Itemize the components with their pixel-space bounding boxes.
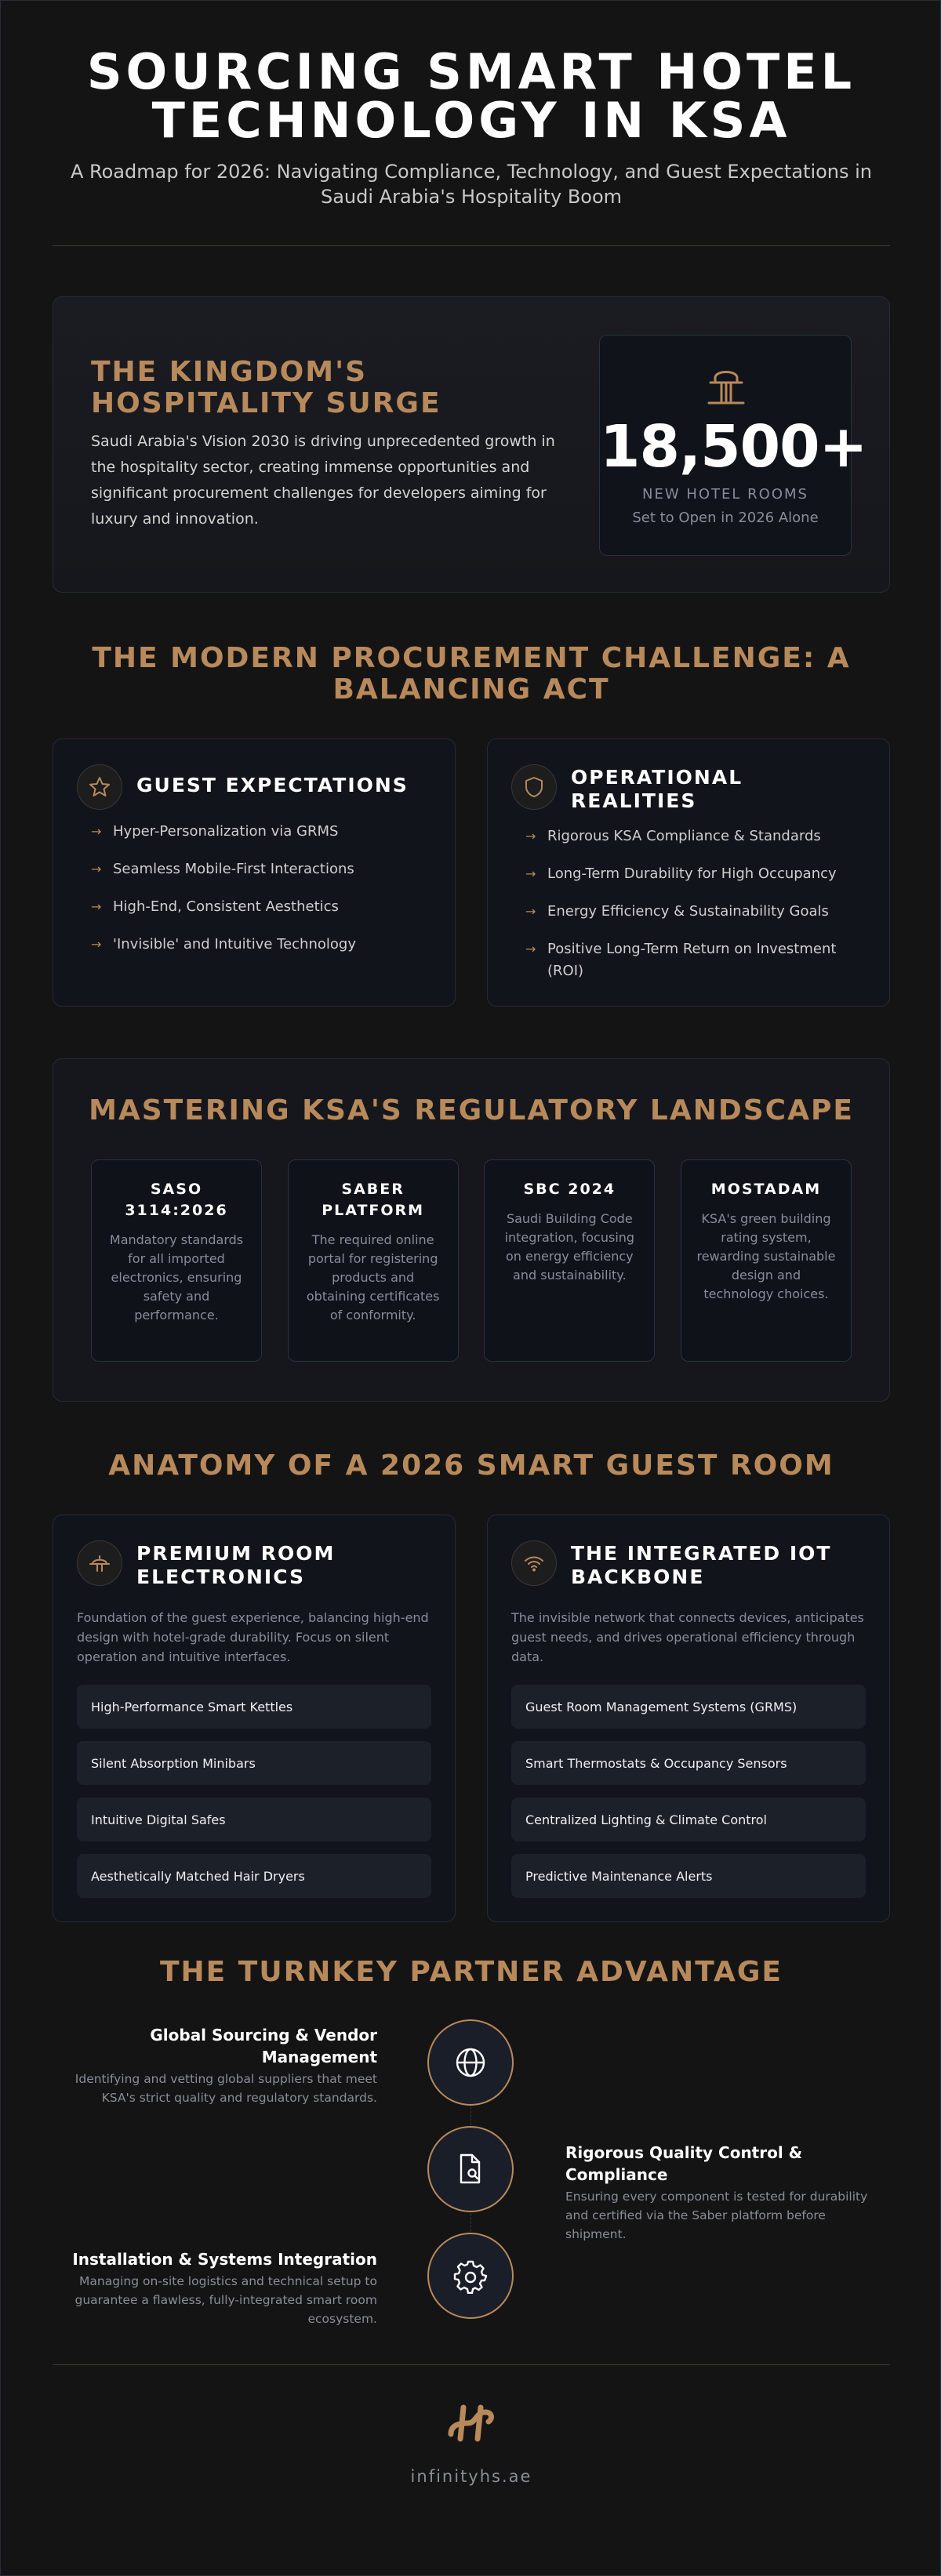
cloche-icon — [77, 1540, 122, 1586]
list-item: → Seamless Mobile-First Interactions — [91, 858, 431, 880]
header — [53, 1, 890, 209]
step-title: Global Sourcing & Vendor Management — [150, 2026, 377, 2066]
page-title-line1: SOURCING SMART HOTEL — [86, 43, 856, 100]
reg-card-sbc — [484, 1159, 655, 1362]
arrow-right-icon: → — [91, 937, 102, 952]
stat-label: NEW HOTEL ROOMS — [642, 486, 808, 503]
arrow-right-icon: → — [91, 862, 102, 876]
reg-card-mostadam — [681, 1159, 852, 1362]
reg-card-desc: The required online portal for registering products and obtaining certificates of conformity. — [306, 1232, 440, 1322]
list-item: → Long-Term Durability for High Occupancy — [525, 863, 866, 885]
guest-expectations-title: GUEST EXPECTATIONS — [136, 774, 409, 796]
footer — [53, 2365, 890, 2514]
hospitality-surge-card — [53, 296, 890, 593]
stat-sub: Set to Open in 2026 Alone — [632, 510, 819, 526]
iot-backbone-desc: The invisible network that connects devices, anticipates guest needs, and drives operational efficiency through data. — [511, 1610, 864, 1664]
step-title: Installation & Systems Integration — [72, 2250, 377, 2269]
page-title-line2: TECHNOLOGY IN KSA — [151, 92, 791, 149]
arrow-right-icon: → — [525, 829, 536, 844]
page-title — [53, 43, 890, 149]
regulatory-section — [53, 1058, 890, 1402]
turnkey-title: THE TURNKEY PARTNER ADVANTAGE — [159, 1956, 783, 1988]
list-item: Centralized Lighting & Climate Control — [511, 1798, 866, 1841]
reg-card-saso — [91, 1159, 262, 1362]
premium-electronics-desc: Foundation of the guest experience, balancing high-end design with hotel-grade durability. Focus on silent operation and intuitive interfaces. — [77, 1610, 429, 1664]
list-item: Silent Absorption Minibars — [77, 1741, 431, 1785]
stat-value: 18,500+ — [600, 413, 867, 481]
list-item: Aesthetically Matched Hair Dryers — [77, 1854, 431, 1898]
operational-realities-title: OPERATIONAL REALITIES — [571, 766, 743, 812]
arrow-right-icon: → — [91, 899, 102, 914]
infinity-logo-icon — [445, 2396, 498, 2450]
step-title: Rigorous Quality Control & Compliance — [565, 2143, 803, 2184]
reg-card-saber — [288, 1159, 459, 1362]
iot-backbone-card — [487, 1515, 890, 1922]
list-item: Guest Room Management Systems (GRMS) — [511, 1685, 866, 1729]
step-sourcing — [53, 2024, 377, 2107]
wifi-icon — [511, 1540, 557, 1586]
iot-backbone-list — [511, 1685, 866, 1910]
arrow-right-icon: → — [525, 866, 536, 881]
footer-site: infinityhs.ae — [410, 2467, 532, 2486]
surge-body: Saudi Arabia's Vision 2030 is driving unprecedented growth in the hospitality sector, creating immense opportunities and significant procurement challenges for developers aiming for luxury and innovation. — [91, 433, 555, 528]
reg-card-name: SASO 3114:2026 — [125, 1181, 228, 1219]
shield-icon — [511, 764, 557, 810]
list-item: High-Performance Smart Kettles — [77, 1685, 431, 1729]
page-subtitle: A Roadmap for 2026: Navigating Compliance, Technology, and Guest Expectations in Saudi Arabia's Hospitality Boom — [70, 161, 873, 208]
reg-card-name: MOSTADAM — [710, 1181, 822, 1198]
operational-realities-card — [487, 738, 890, 1007]
step-desc: Managing on-site logistics and technical setup to guarantee a flawless, fully-integrated smart room ecosystem. — [74, 2274, 377, 2326]
operational-realities-list — [525, 825, 866, 982]
reg-card-desc: Saudi Building Code integration, focusing on energy efficiency and sustainability. — [504, 1211, 635, 1283]
premium-electronics-title: PREMIUM ROOM ELECTRONICS — [136, 1542, 336, 1588]
guest-expectations-list — [91, 821, 431, 956]
document-search-icon — [427, 2126, 514, 2212]
smart-room-anatomy-section — [53, 1450, 890, 1922]
arrow-right-icon: → — [525, 904, 536, 919]
premium-electronics-list — [77, 1685, 431, 1910]
list-item: Smart Thermostats & Occupancy Sensors — [511, 1741, 866, 1785]
list-item: → 'Invisible' and Intuitive Technology — [91, 934, 431, 956]
arrow-right-icon: → — [525, 942, 536, 956]
step-desc: Ensuring every component is tested for durability and certified via the Saber platform before shipment. — [565, 2190, 868, 2241]
iot-backbone-title: THE INTEGRATED IOT BACKBONE — [571, 1542, 832, 1588]
reg-card-desc: KSA's green building rating system, rewarding sustainable design and technology choices. — [696, 1211, 836, 1301]
building-icon — [703, 361, 750, 408]
step-installation — [53, 2248, 377, 2328]
anatomy-title: ANATOMY OF A 2026 SMART GUEST ROOM — [108, 1449, 834, 1482]
step-desc: Identifying and vetting global suppliers that meet KSA's strict quality and regulatory standards. — [74, 2072, 377, 2105]
step-quality-control — [565, 2142, 890, 2244]
gear-icon — [427, 2233, 514, 2319]
turnkey-timeline — [53, 2019, 890, 2364]
list-item: Predictive Maintenance Alerts — [511, 1854, 866, 1898]
star-icon — [77, 764, 122, 810]
arrow-right-icon: → — [91, 824, 102, 839]
reg-card-name: SBC 2024 — [523, 1181, 616, 1198]
regulatory-title: MASTERING KSA'S REGULATORY LANDSCAPE — [89, 1094, 854, 1127]
header-divider — [53, 245, 890, 246]
list-item: → Rigorous KSA Compliance & Standards — [525, 825, 866, 847]
challenge-title: THE MODERN PROCUREMENT CHALLENGE: A BALANCING ACT — [92, 642, 851, 706]
globe-icon — [427, 2019, 514, 2106]
reg-card-desc: Mandatory standards for all imported electronics, ensuring safety and performance. — [109, 1232, 244, 1322]
stat-box — [599, 335, 867, 556]
list-item: → Positive Long-Term Return on Investment (ROI) — [525, 938, 866, 982]
premium-electronics-card — [53, 1515, 456, 1922]
list-item: → Energy Efficiency & Sustainability Goals — [525, 901, 866, 923]
list-item: Intuitive Digital Safes — [77, 1798, 431, 1841]
list-item: → High-End, Consistent Aesthetics — [91, 896, 431, 918]
guest-expectations-card — [53, 738, 456, 1007]
reg-card-name: SABER PLATFORM — [322, 1181, 425, 1219]
surge-title: THE KINGDOM'S HOSPITALITY SURGE — [91, 356, 441, 419]
procurement-challenge-section — [53, 643, 890, 1007]
list-item: → Hyper-Personalization via GRMS — [91, 821, 431, 843]
